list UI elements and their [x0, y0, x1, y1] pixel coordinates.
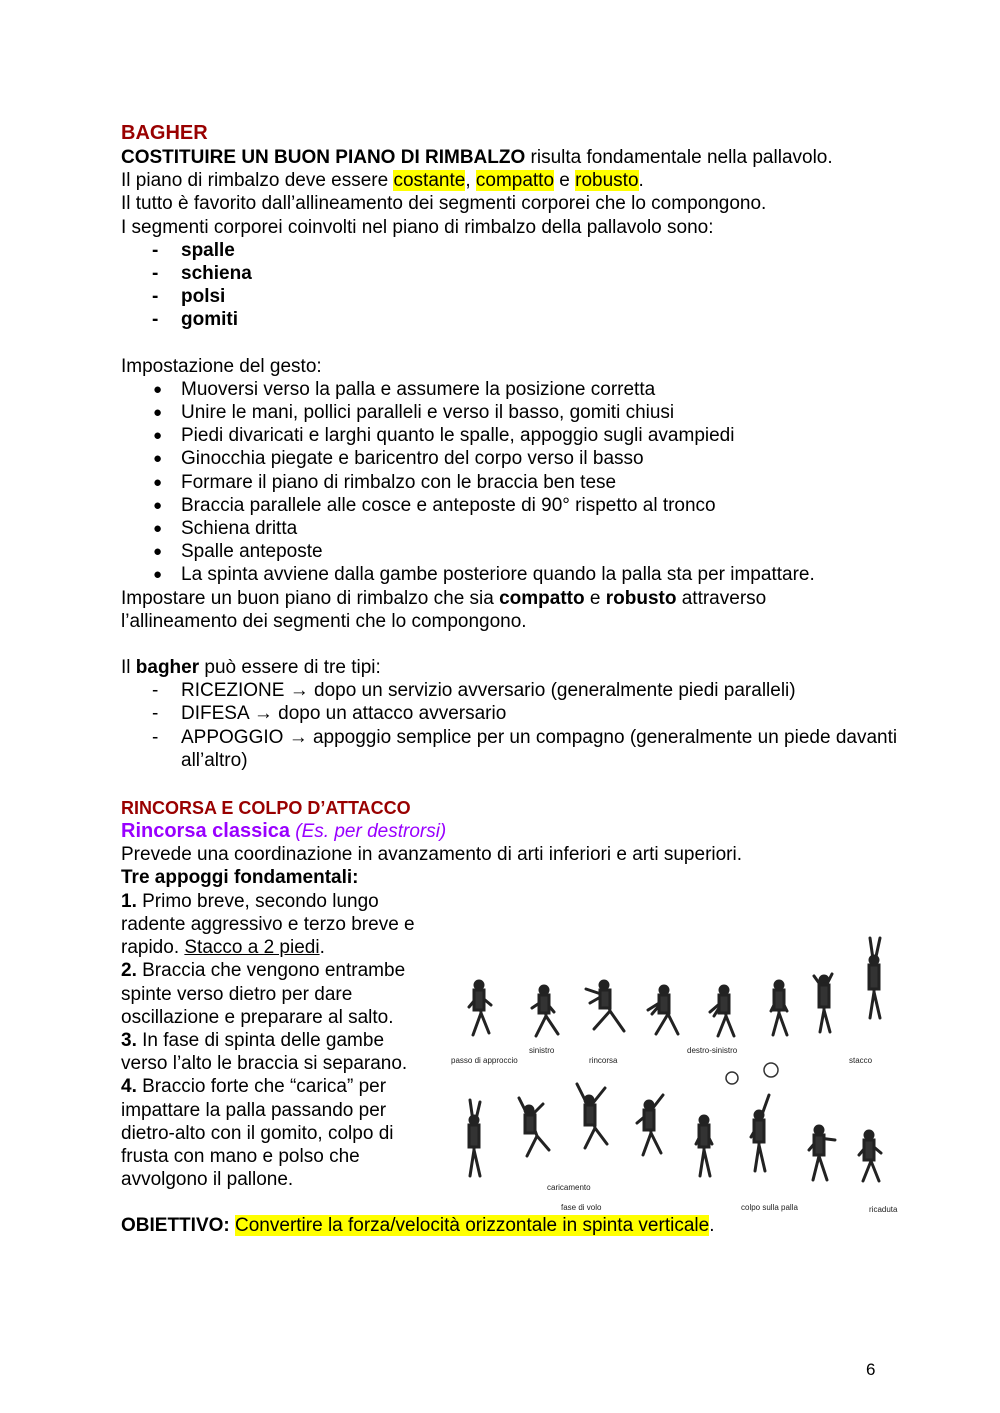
paragraph: Il bagher può essere di tre tipi: [121, 657, 381, 679]
objective: OBIETTIVO: Convertire la forza/velocità orizzontale in spinta verticale. [121, 1215, 715, 1237]
list-item: - DIFESA → dopo un attacco avversario [121, 702, 901, 725]
figure-caption: passo di approccio [451, 1056, 518, 1065]
paragraph: l’allineamento dei segmenti che lo compongono. [121, 610, 527, 632]
figure-caption: fase di volo [561, 1203, 602, 1212]
list-item: - polsi [121, 285, 901, 308]
ball-icon [726, 1072, 738, 1084]
player-figure-icon [469, 1100, 480, 1176]
types-list [121, 679, 901, 772]
player-figure-icon [637, 1095, 663, 1155]
player-figure-icon [696, 1116, 712, 1176]
highlight: Convertire la forza/velocità orizzontale in spinta verticale [235, 1215, 710, 1237]
highlight: compatto [475, 170, 555, 192]
stacco-link-text: Stacco a 2 piedi [184, 937, 320, 959]
segments-list [121, 239, 901, 332]
paragraph: Impostare un buon piano di rimbalzo che sia compatto e robusto attraverso [121, 587, 767, 609]
player-figure-icon [532, 986, 558, 1036]
player-figure-icon [771, 981, 787, 1035]
step-4: 4. Braccio forte che “carica” per impattare la palla passando per dietro-alto con il gomito, colpo di frusta con mano e polso che avvolgono il pallone. [121, 1076, 394, 1191]
paragraph: Il piano di rimbalzo deve essere costante, compatto e robusto. [121, 170, 644, 192]
list-item: ● Braccia parallele alle cosce e anteposte di 90° rispetto al tronco [121, 494, 901, 517]
list-item: ● Ginocchia piegate e baricentro del corpo verso il basso [121, 447, 901, 470]
list-item: - schiena [121, 262, 901, 285]
paragraph: Il tutto è favorito dall’allineamento dei segmenti corporei che lo compongono. [121, 193, 767, 215]
list-item: ● Unire le mani, pollici paralleli e verso il basso, gomiti chiusi [121, 401, 901, 424]
ball-icon [764, 1063, 778, 1077]
player-figure-icon [586, 981, 624, 1031]
figure-caption: colpo sulla palla [741, 1203, 798, 1212]
highlight: robusto [575, 170, 639, 192]
figure-caption: stacco [849, 1056, 873, 1065]
list-item: ● Spalle anteposte [121, 540, 901, 563]
list-item: - gomiti [121, 308, 901, 331]
list-item: - spalle [121, 239, 901, 262]
figure-caption: ricaduta [869, 1205, 898, 1214]
player-figure-icon [869, 938, 880, 1018]
steps-column [121, 890, 426, 1192]
figure-caption: sinistro [529, 1046, 555, 1055]
step-3: 3. In fase di spinta delle gambe verso l’alto le braccia si separano. [121, 1029, 408, 1075]
player-figure-icon [648, 986, 678, 1034]
player-figure-icon [577, 1084, 607, 1148]
setup-list [121, 378, 901, 587]
list-item: ● Piedi divaricati e larghi quanto le spalle, appoggio sugli avampiedi [121, 424, 901, 447]
list-item: ● Muoversi verso la palla e assumere la posizione corretta [121, 378, 901, 401]
figure-caption: rincorsa [589, 1056, 618, 1065]
step-1: 1. Primo breve, secondo lungo radente aggressivo e terzo breve e rapido. Stacco a 2 piedi. [121, 890, 415, 959]
list-item: ● La spinta avviene dalla gambe posteriore quando la palla sta per impattare. [121, 563, 901, 586]
player-figure-icon [710, 986, 734, 1036]
figure-caption: destro-sinistro [687, 1046, 738, 1055]
subsection-title: Rincorsa classica (Es. per destrorsi) [121, 820, 447, 843]
step-2: 2. Braccia che vengono entrambe spinte verso dietro per dare oscillazione e preparare al salto. [121, 960, 406, 1028]
paragraph: COSTITUIRE UN BUON PIANO DI RIMBALZO risulta fondamentale nella pallavolo. [121, 147, 833, 168]
player-figure-icon [519, 1098, 549, 1156]
figure-caption: caricamento [547, 1183, 591, 1192]
player-figure-icon [809, 1126, 835, 1180]
player-figure-icon [751, 1095, 769, 1171]
list-item: - APPOGGIO → appoggio semplice per un compagno (generalmente un piede davanti all’altro) [121, 726, 901, 772]
player-figure-icon [469, 981, 491, 1035]
paragraph: Prevede una coordinazione in avanzamento di arti inferiori e arti superiori. [121, 844, 743, 866]
page-number: 6 [866, 1360, 876, 1379]
player-figure-icon [814, 974, 832, 1032]
steps-title: Tre appoggi fondamentali: [121, 867, 359, 889]
section-title-bagher: BAGHER [121, 122, 208, 144]
highlight: costante [393, 170, 466, 192]
paragraph: Impostazione del gesto: [121, 355, 322, 377]
section-title-attacco: RINCORSA E COLPO D’ATTACCO [121, 798, 411, 819]
player-figure-icon [859, 1131, 881, 1181]
paragraph: I segmenti corporei coinvolti nel piano di rimbalzo della pallavolo sono: [121, 216, 714, 238]
attack-sequence-illustration [449, 930, 929, 1220]
list-item: ● Schiena dritta [121, 517, 901, 540]
list-item: ● Formare il piano di rimbalzo con le braccia ben tese [121, 471, 901, 494]
list-item: - RICEZIONE → dopo un servizio avversario (generalmente piedi paralleli) [121, 679, 901, 702]
